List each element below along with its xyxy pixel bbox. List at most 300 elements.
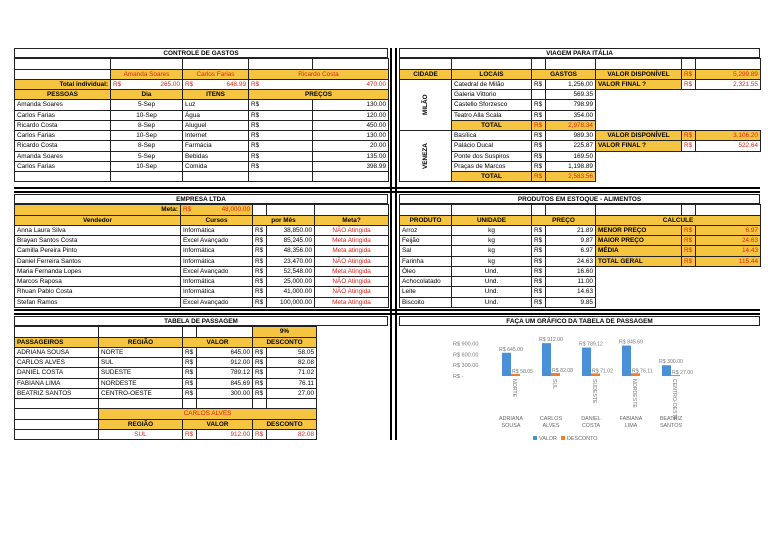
value-cell: 300.00 [197,388,253,398]
discount-cell: 58.05 [267,347,317,357]
unit-cell: kg [452,256,532,266]
product-cell: Achocolatado [400,277,452,287]
section-title: EMPRESA LTDA [14,194,388,204]
place-name: Catedral de Milão [452,79,532,89]
sub-currency: R$ [253,429,267,439]
section-title: FAÇA UM GRÁFICO DA TABELA DE PASSAGEM [399,316,760,326]
spacer-cell [696,297,761,307]
data-label-valor: R$ 300.00 [659,359,683,366]
unit-cell: Und. [452,287,532,297]
table-row [15,297,389,307]
product-cell: Feijão [400,236,452,246]
person-name-header: Carlos Farias [183,69,249,79]
table-row [15,161,389,171]
bar-valor [542,343,551,376]
item-cell: Aluguel [183,120,249,130]
meta-value: R$ 48,000.00 [181,205,253,215]
empresa-table [14,204,389,308]
calc-value: 6.97 [696,225,761,235]
discount-cell: 76.11 [267,378,317,388]
legend-label: DESCONTO [567,436,598,443]
table-row [15,110,389,120]
currency-cell: R$ [183,388,197,398]
final-value: 2,321.55 [696,79,761,89]
table-row [15,388,389,398]
place-cost: 989.30 [546,131,596,141]
unit-cell: Und. [452,266,532,276]
meta-label: Meta: [15,205,181,215]
currency-cell: R$ [249,141,313,151]
amount-cell: 100,000.00 [267,297,315,307]
place-currency: R$ [532,79,546,89]
sub-value: 912.00 [197,429,253,439]
currency-cell: R$ [249,131,313,141]
price-cell: 11.00 [546,277,596,287]
column-header: DESCONTO [253,337,317,347]
person-cell: Amanda Soares [15,100,111,110]
spacer-cell [696,287,761,297]
sub-currency: R$ [183,429,197,439]
course-cell: Informática [181,287,253,297]
column-header: REGIÃO [99,419,183,429]
place-name: Praças de Marcos [452,161,532,171]
currency-cell: R$ [253,225,267,235]
spacer-cell [682,266,696,276]
data-label-valor: R$ 845.69 [619,339,643,346]
final-currency: R$ [682,79,696,89]
calc-label: MAIOR PREÇO [596,236,682,246]
data-label-valor: R$ 645.00 [499,347,523,354]
controle-de-gastos-panel [14,48,388,182]
seller-cell: Brayan Santos Costa [15,236,181,246]
column-header: CIDADE [400,69,452,79]
column-header: Meta? [315,215,389,225]
person-cell: Carlos Farias [15,131,111,141]
sub-passenger-name: CARLOS ALVES [99,409,317,419]
place-currency: R$ [532,110,546,120]
legend-swatch [533,436,537,440]
place-currency: R$ [532,161,546,171]
passagem-table [14,326,389,440]
product-cell: Leite [400,287,452,297]
person-name-header: Amanda Soares [111,69,183,79]
currency-cell: R$ [532,256,546,266]
place-cost: 1,256.00 [546,79,596,89]
column-header: PESSOAS [15,90,111,100]
discount-percent: 9% [253,327,317,337]
person-cell: Ricardo Costa [15,120,111,130]
region-cell: NORDESTE [99,378,183,388]
gastos-rows [15,100,389,172]
column-header: VALOR [183,419,253,429]
place-currency: R$ [532,151,546,161]
viagem-table [399,58,761,182]
total-currency: R$ [532,172,546,182]
currency-cell: R$ [253,256,267,266]
currency-cell: R$ [253,347,267,357]
available-label: VALOR DISPONÍVEL [596,131,682,141]
currency-cell: R$ [183,358,197,368]
column-header: PREÇOS [249,90,389,100]
unit-cell: Und. [452,277,532,287]
seller-cell: Rhuan Pablo Costa [15,287,181,297]
place-name: Castello Sforzesco [452,100,532,110]
table-row [400,266,761,276]
vertical-divider [395,48,397,440]
horizontal-divider [14,191,760,193]
price-cell: 120.00 [313,110,389,120]
course-cell: Informática [181,246,253,256]
data-label-valor: R$ 789.12 [579,341,603,348]
value-cell: 789.12 [197,368,253,378]
section-title: CONTROLE DE GASTOS [14,48,388,58]
date-cell: 10-Sep [111,161,183,171]
currency-cell: R$ [253,266,267,276]
goal-status-cell: NÃO Atingida [315,256,389,266]
goal-status-cell: NÃO Atingida [315,277,389,287]
tabela-de-passagem-panel [14,316,388,440]
passenger-cell: BEATRIZ SANTOS [15,388,99,398]
available-value: 3,106.20 [696,131,761,141]
currency-cell: R$ [249,161,313,171]
spacer-cell [596,287,682,297]
calc-value: 115.44 [696,256,761,266]
total-label: TOTAL [452,172,532,182]
place-name: Galeria Vittorio [452,90,532,100]
unit-cell: kg [452,236,532,246]
horizontal-divider [14,313,760,315]
value-cell: 912.00 [197,358,253,368]
currency-cell: R$ [532,266,546,276]
price-cell: 6.97 [546,246,596,256]
column-header: Dia [111,90,183,100]
category-label: SOUSA [501,423,521,430]
item-cell: Farmácia [183,141,249,151]
item-cell: Comida [183,161,249,171]
product-cell: Biscoito [400,297,452,307]
value-cell: 845.69 [197,378,253,388]
date-cell: 5-Sep [111,151,183,161]
date-cell: 5-Sep [111,100,183,110]
product-cell: Arroz [400,225,452,235]
total-cell: R$ 265.00 [111,79,183,89]
amount-cell: 48,356.00 [267,246,315,256]
calc-currency: R$ [682,236,696,246]
product-cell: Sal [400,246,452,256]
amount-cell: 23,470.00 [267,256,315,266]
calc-currency: R$ [682,225,696,235]
passagem-rows [15,347,389,398]
category-label: CARLOS [539,416,563,423]
amount-cell: 25,000.00 [267,277,315,287]
goal-status-cell: Meta Atingida [315,297,389,307]
category-label: FABIANA [619,416,643,423]
date-cell: 10-Sep [111,131,183,141]
region-label: NORDESTE [631,379,637,409]
city-label: MILÃO [422,94,429,116]
calc-value: 14.43 [696,246,761,256]
place-cost: 569.35 [546,90,596,100]
price-cell: 130.00 [313,100,389,110]
y-tick-label: R$ 900.00 [453,341,479,348]
place-currency: R$ [532,141,546,151]
product-cell: Farinha [400,256,452,266]
spacer-cell [596,266,682,276]
column-header: ITENS [183,90,249,100]
column-header: Cursos [181,215,253,225]
price-cell: 9.87 [546,236,596,246]
final-label: VALOR FINAL ? [596,79,682,89]
goal-status-cell: NÃO Atingida [315,287,389,297]
category-label: COSTA [581,423,601,430]
calc-currency: R$ [682,256,696,266]
place-cost: 354.00 [546,110,596,120]
region-label: CENTRO-OESTE [671,379,677,421]
column-header: UNIDADE [452,215,532,225]
person-cell: Amanda Soares [15,151,111,161]
city-label: VENEZA [422,143,429,170]
spacer-cell [317,368,389,378]
place-currency: R$ [532,131,546,141]
region-label: SUDESTE [591,379,597,404]
course-cell: Excel Avançado [181,266,253,276]
spacer-cell [596,277,682,287]
legend-swatch [561,436,565,440]
place-name: Ponte dos Suspiros [452,151,532,161]
category-label: ADRIANA [499,416,523,423]
table-row [15,287,389,297]
column-header: LOCAIS [452,69,532,79]
sub-discount: 82.08 [267,429,317,439]
category-label: ALVES [542,423,560,430]
course-cell: Informática [181,277,253,287]
data-label-desconto: R$ 76.11 [632,368,653,375]
table-row [15,277,389,287]
price-cell: 24.63 [546,256,596,266]
person-name-header: Ricardo Costa [249,69,389,79]
passenger-cell: FABIANA LIMA [15,378,99,388]
total-currency: R$ [532,120,546,130]
course-cell: Excel Avançado [181,236,253,246]
item-cell: Bebidas [183,151,249,161]
column-header: Vendedor [15,215,181,225]
currency-cell: R$ [253,378,267,388]
seller-cell: Anna Laura Silva [15,225,181,235]
city-cell [400,79,452,130]
place-currency: R$ [532,100,546,110]
column-header: VALOR DISPONÍVEL [596,69,682,79]
gastos-table [14,58,389,182]
table-row [15,236,389,246]
goal-status-cell: Meta Atingida [315,266,389,276]
table-row [15,141,389,151]
spacer-cell [696,266,761,276]
table-row [15,131,389,141]
estoque-rows [400,225,761,307]
final-currency: R$ [682,141,696,151]
person-cell: Carlos Farias [15,110,111,120]
data-label-desconto: R$ 58.05 [512,369,534,376]
unit-cell: Und. [452,297,532,307]
table-row [15,266,389,276]
data-label-desconto: R$ 82.08 [552,368,574,375]
final-value: 522.64 [696,141,761,151]
table-row [15,368,389,378]
column-header: CALCULE [596,215,761,225]
item-cell: Água [183,110,249,120]
currency-cell: R$ [249,110,313,120]
price-cell: 14.63 [546,287,596,297]
unit-cell: kg [452,225,532,235]
date-cell: 10-Sep [111,110,183,120]
place-cost: 169.50 [546,151,596,161]
amount-cell: 52,548.00 [267,266,315,276]
calc-label: MENOR PREÇO [596,225,682,235]
amount-cell: 41,000.00 [267,287,315,297]
amount-cell: 38,850.00 [267,225,315,235]
place-currency [532,90,546,100]
bar-valor [502,353,511,376]
sub-region: SUL [99,429,183,439]
course-cell: Excel Avançado [181,297,253,307]
final-label: VALOR FINAL ? [596,141,682,151]
estoque-table [399,204,761,308]
person-cell: Ricardo Costa [15,141,111,151]
currency-cell: R$ [183,347,197,357]
table-row [400,287,761,297]
region-cell: NORTE [99,347,183,357]
category-label: SANTOS [659,423,683,430]
section-title: PRODUTOS EM ESTOQUE - ALIMENTOS [399,194,760,204]
currency-cell: R$ [253,388,267,398]
spacer-cell [317,388,389,398]
bar-valor [662,365,671,376]
seller-cell: Daniel Ferreira Santos [15,256,181,266]
currency-cell: R$ [183,378,197,388]
data-label-valor: R$ 912.00 [539,337,563,344]
discount-cell: 71.02 [267,368,317,378]
y-tick-label: R$ - [453,374,464,381]
currency-cell: R$ [253,277,267,287]
column-header: PRODUTO [400,215,452,225]
value-cell: 645.00 [197,347,253,357]
currency-cell: R$ [249,100,313,110]
passagem-bar-chart [399,326,760,446]
seller-cell: Stefan Ramos [15,297,181,307]
place-cost: 798.99 [546,100,596,110]
region-label: SUL [551,379,557,390]
y-tick-label: R$ 600.00 [453,352,479,359]
total-value: 2,583.56 [546,172,596,182]
region-cell: SUL [99,358,183,368]
horizontal-divider [14,187,760,189]
category-label: LIMA [624,423,638,430]
price-cell: 16.60 [546,266,596,276]
calc-currency: R$ [682,246,696,256]
currency-cell: R$ [253,368,267,378]
currency-cell: R$ [532,277,546,287]
place-name: Teatro Alla Scala [452,110,532,120]
city-cell [400,131,452,182]
goal-status-cell: Meta atingida [315,246,389,256]
region-cell: CENTRO-OESTE [99,388,183,398]
table-row [15,358,389,368]
currency-cell: R$ [532,236,546,246]
currency-cell: R$ [253,287,267,297]
section-title: VIAGEM PARA ITÁLIA [399,48,760,58]
passenger-cell: CARLOS ALVES [15,358,99,368]
table-row [15,151,389,161]
empresa-rows [15,225,389,307]
available-value: 5,299.89 [696,69,761,79]
spacer-cell [682,297,696,307]
chart-panel [399,316,760,446]
amount-cell: 85,245.00 [267,236,315,246]
column-header: por Mês [253,215,315,225]
table-row [15,120,389,130]
place-name: Palácio Ducal [452,141,532,151]
currency-cell: R$ [253,297,267,307]
total-individual-label: Total individual: [15,79,111,89]
table-row [15,256,389,266]
column-header: DESCONTO [253,419,317,429]
column-header: PASSAGEIROS [15,337,99,347]
spacer-cell [682,277,696,287]
table-row [400,225,761,235]
total-cell: R$ 648.99 [183,79,249,89]
currency-cell: R$ [249,120,313,130]
column-header: PREÇO [532,215,596,225]
table-row [400,277,761,287]
table-row [400,236,761,246]
currency-cell: R$ [249,151,313,161]
unit-cell: kg [452,246,532,256]
calc-label: MÉDIA [596,246,682,256]
discount-cell: 82.08 [267,358,317,368]
price-cell: 398.99 [313,161,389,171]
total-label: TOTAL [452,120,532,130]
total-cell: R$ 470.00 [249,79,389,89]
price-cell: 135.00 [313,151,389,161]
date-cell: 8-Sep [111,141,183,151]
data-label-desconto: R$ 27.00 [672,370,694,377]
price-cell: 21.89 [546,225,596,235]
table-row [15,246,389,256]
table-row [15,347,389,357]
table-row [15,225,389,235]
seller-cell: Marcos Raposa [15,277,181,287]
currency-cell: R$ [253,246,267,256]
date-cell: 8-Sep [111,120,183,130]
available-currency: R$ [682,69,696,79]
course-cell: Informática [181,225,253,235]
calc-value: 24.63 [696,236,761,246]
place-cost: 225.87 [546,141,596,151]
price-cell: 9.85 [546,297,596,307]
table-row [400,246,761,256]
course-cell: Informática [181,256,253,266]
table-row [15,100,389,110]
table-row [15,378,389,388]
spacer-cell [317,378,389,388]
goal-status-cell: NÃO Atingida [315,225,389,235]
viagem-italia-panel [399,48,760,182]
place-name: Basílica [452,131,532,141]
goal-status-cell: Meta Atingida [315,236,389,246]
currency-cell: R$ [532,246,546,256]
price-cell: 20.00 [313,141,389,151]
item-cell: Internet [183,131,249,141]
